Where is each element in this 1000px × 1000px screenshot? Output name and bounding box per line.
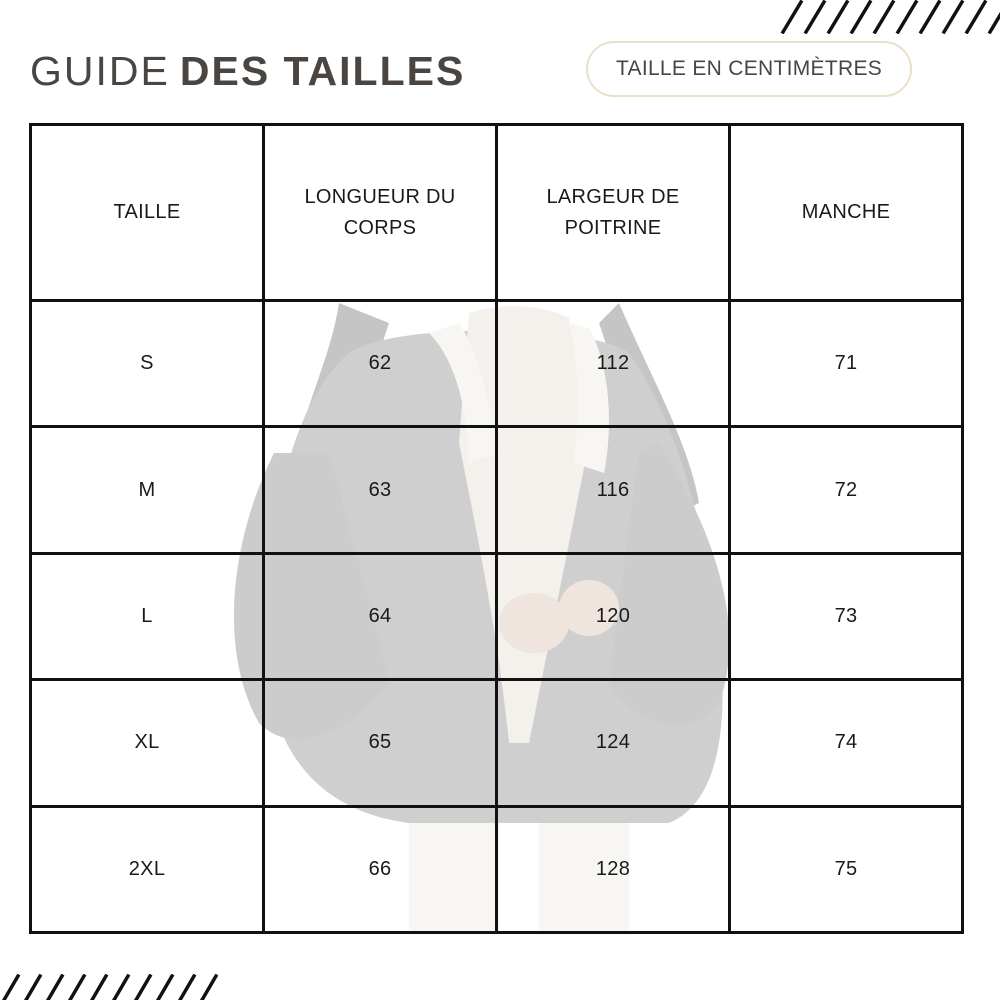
page-title — [30, 46, 465, 96]
size-chart — [29, 123, 964, 934]
diagonal-stripes-decoration — [0, 974, 218, 1000]
size-table — [29, 123, 964, 934]
chest-width-cell: 116 — [497, 427, 730, 553]
chest-width-cell: 120 — [497, 553, 730, 679]
size-cell: XL — [31, 680, 264, 806]
sleeve-cell: 73 — [730, 553, 963, 679]
sleeve-cell: 71 — [730, 301, 963, 427]
body-length-cell: 63 — [264, 427, 497, 553]
sleeve-cell: 74 — [730, 680, 963, 806]
column-header-body-length: LONGUEUR DU CORPS — [264, 125, 497, 301]
column-header-sleeve: MANCHE — [730, 125, 963, 301]
column-header-chest-width: LARGEUR DE POITRINE — [497, 125, 730, 301]
diagonal-stripes-decoration — [775, 0, 1000, 34]
size-cell: S — [31, 301, 264, 427]
title-light: GUIDE — [30, 48, 170, 94]
body-length-cell: 64 — [264, 553, 497, 679]
chest-width-cell: 128 — [497, 806, 730, 932]
title-bold: DES TAILLES — [179, 48, 466, 94]
chest-width-cell: 112 — [497, 301, 730, 427]
size-cell: L — [31, 553, 264, 679]
sleeve-cell: 72 — [730, 427, 963, 553]
column-header-size: TAILLE — [31, 125, 264, 301]
table-row — [31, 553, 963, 679]
table-row — [31, 806, 963, 932]
table-row — [31, 301, 963, 427]
body-length-cell: 66 — [264, 806, 497, 932]
size-cell: 2XL — [31, 806, 264, 932]
table-row — [31, 680, 963, 806]
header-row — [31, 125, 963, 301]
sleeve-cell: 75 — [730, 806, 963, 932]
size-cell: M — [31, 427, 264, 553]
body-length-cell: 62 — [264, 301, 497, 427]
chest-width-cell: 124 — [497, 680, 730, 806]
body-length-cell: 65 — [264, 680, 497, 806]
table-row — [31, 427, 963, 553]
unit-badge: TAILLE EN CENTIMÈTRES — [586, 41, 912, 97]
